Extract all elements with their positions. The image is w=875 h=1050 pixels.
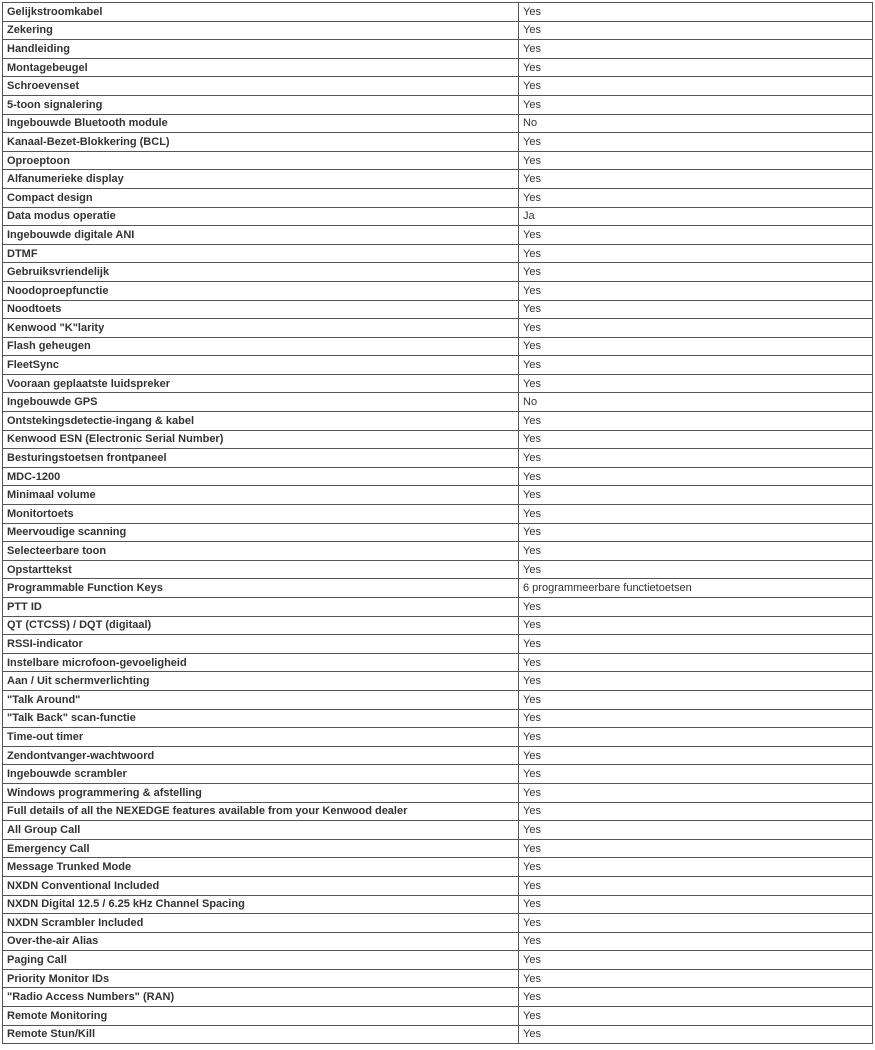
feature-value-cell: Yes bbox=[519, 412, 873, 431]
feature-value-cell: Yes bbox=[519, 839, 873, 858]
table-row bbox=[3, 77, 873, 96]
table-row bbox=[3, 412, 873, 431]
feature-value-cell: Yes bbox=[519, 932, 873, 951]
feature-name-cell: Ingebouwde scrambler bbox=[3, 765, 519, 784]
feature-value-cell: Yes bbox=[519, 40, 873, 59]
table-row bbox=[3, 374, 873, 393]
table-row bbox=[3, 858, 873, 877]
feature-value-cell: Yes bbox=[519, 783, 873, 802]
feature-name-cell: Monitortoets bbox=[3, 505, 519, 524]
table-row bbox=[3, 170, 873, 189]
feature-name-cell: Noodtoets bbox=[3, 300, 519, 319]
feature-name-cell: Schroevenset bbox=[3, 77, 519, 96]
feature-value-cell: Yes bbox=[519, 616, 873, 635]
feature-name-cell: Kenwood "K"larity bbox=[3, 319, 519, 338]
table-row bbox=[3, 486, 873, 505]
feature-value-cell: Yes bbox=[519, 281, 873, 300]
table-row bbox=[3, 133, 873, 152]
table-row bbox=[3, 1007, 873, 1026]
table-row bbox=[3, 932, 873, 951]
feature-value-cell: Yes bbox=[519, 765, 873, 784]
feature-value-cell: Yes bbox=[519, 95, 873, 114]
table-row bbox=[3, 40, 873, 59]
table-row bbox=[3, 3, 873, 22]
feature-value-cell: Ja bbox=[519, 207, 873, 226]
feature-name-cell: Paging Call bbox=[3, 951, 519, 970]
table-row bbox=[3, 226, 873, 245]
feature-name-cell: 5-toon signalering bbox=[3, 95, 519, 114]
table-row bbox=[3, 188, 873, 207]
table-row bbox=[3, 653, 873, 672]
feature-name-cell: "Radio Access Numbers" (RAN) bbox=[3, 988, 519, 1007]
feature-name-cell: Flash geheugen bbox=[3, 337, 519, 356]
feature-value-cell: Yes bbox=[519, 319, 873, 338]
feature-name-cell: MDC-1200 bbox=[3, 467, 519, 486]
feature-value-cell: Yes bbox=[519, 653, 873, 672]
feature-value-cell: Yes bbox=[519, 244, 873, 263]
feature-value-cell: Yes bbox=[519, 430, 873, 449]
feature-value-cell: Yes bbox=[519, 133, 873, 152]
feature-name-cell: Programmable Function Keys bbox=[3, 579, 519, 598]
feature-name-cell: Aan / Uit schermverlichting bbox=[3, 672, 519, 691]
feature-name-cell: Message Trunked Mode bbox=[3, 858, 519, 877]
feature-value-cell: Yes bbox=[519, 988, 873, 1007]
table-row bbox=[3, 319, 873, 338]
feature-name-cell: FleetSync bbox=[3, 356, 519, 375]
feature-value-cell: Yes bbox=[519, 1025, 873, 1044]
table-row bbox=[3, 1025, 873, 1044]
table-row bbox=[3, 616, 873, 635]
table-row bbox=[3, 430, 873, 449]
table-row bbox=[3, 560, 873, 579]
feature-name-cell: Ontstekingsdetectie-ingang & kabel bbox=[3, 412, 519, 431]
table-row bbox=[3, 951, 873, 970]
spec-table bbox=[2, 2, 873, 1044]
feature-value-cell: Yes bbox=[519, 728, 873, 747]
table-row bbox=[3, 263, 873, 282]
feature-name-cell: Instelbare microfoon-gevoeligheid bbox=[3, 653, 519, 672]
feature-name-cell: Meervoudige scanning bbox=[3, 523, 519, 542]
feature-value-cell: Yes bbox=[519, 802, 873, 821]
feature-name-cell: Minimaal volume bbox=[3, 486, 519, 505]
table-row bbox=[3, 114, 873, 133]
feature-name-cell: NXDN Digital 12.5 / 6.25 kHz Channel Spacing bbox=[3, 895, 519, 914]
feature-value-cell: Yes bbox=[519, 1007, 873, 1026]
feature-value-cell: Yes bbox=[519, 951, 873, 970]
feature-value-cell: Yes bbox=[519, 337, 873, 356]
feature-name-cell: NXDN Scrambler Included bbox=[3, 914, 519, 933]
spec-table-body bbox=[3, 3, 873, 1044]
feature-name-cell: Ingebouwde Bluetooth module bbox=[3, 114, 519, 133]
feature-value-cell: Yes bbox=[519, 58, 873, 77]
feature-value-cell: Yes bbox=[519, 467, 873, 486]
feature-value-cell: Yes bbox=[519, 449, 873, 468]
feature-name-cell: Remote Monitoring bbox=[3, 1007, 519, 1026]
feature-name-cell: Time-out timer bbox=[3, 728, 519, 747]
feature-name-cell: Selecteerbare toon bbox=[3, 542, 519, 561]
feature-value-cell: Yes bbox=[519, 969, 873, 988]
feature-name-cell: Windows programmering & afstelling bbox=[3, 783, 519, 802]
feature-name-cell: Alfanumerieke display bbox=[3, 170, 519, 189]
feature-name-cell: Oproeptoon bbox=[3, 151, 519, 170]
table-row bbox=[3, 746, 873, 765]
table-row bbox=[3, 709, 873, 728]
table-row bbox=[3, 356, 873, 375]
table-row bbox=[3, 244, 873, 263]
feature-name-cell: Full details of all the NEXEDGE features available from your Kenwood dealer bbox=[3, 802, 519, 821]
table-row bbox=[3, 783, 873, 802]
feature-value-cell: Yes bbox=[519, 560, 873, 579]
feature-name-cell: Over-the-air Alias bbox=[3, 932, 519, 951]
feature-name-cell: QT (CTCSS) / DQT (digitaal) bbox=[3, 616, 519, 635]
table-row bbox=[3, 542, 873, 561]
feature-name-cell: Gebruiksvriendelijk bbox=[3, 263, 519, 282]
table-row bbox=[3, 672, 873, 691]
table-row bbox=[3, 467, 873, 486]
feature-name-cell: Opstarttekst bbox=[3, 560, 519, 579]
feature-name-cell: Vooraan geplaatste luidspreker bbox=[3, 374, 519, 393]
table-row bbox=[3, 579, 873, 598]
feature-name-cell: "Talk Around" bbox=[3, 690, 519, 709]
feature-value-cell: Yes bbox=[519, 635, 873, 654]
feature-value-cell: Yes bbox=[519, 876, 873, 895]
feature-value-cell: Yes bbox=[519, 151, 873, 170]
feature-value-cell: Yes bbox=[519, 746, 873, 765]
feature-name-cell: Ingebouwde GPS bbox=[3, 393, 519, 412]
feature-value-cell: No bbox=[519, 114, 873, 133]
feature-name-cell: Compact design bbox=[3, 188, 519, 207]
feature-value-cell: Yes bbox=[519, 709, 873, 728]
feature-name-cell: Kenwood ESN (Electronic Serial Number) bbox=[3, 430, 519, 449]
feature-name-cell: Zekering bbox=[3, 21, 519, 40]
feature-value-cell: 6 programmeerbare functietoetsen bbox=[519, 579, 873, 598]
table-row bbox=[3, 207, 873, 226]
feature-name-cell: Besturingstoetsen frontpaneel bbox=[3, 449, 519, 468]
feature-value-cell: Yes bbox=[519, 821, 873, 840]
table-row bbox=[3, 58, 873, 77]
feature-value-cell: Yes bbox=[519, 914, 873, 933]
table-row bbox=[3, 95, 873, 114]
feature-value-cell: Yes bbox=[519, 690, 873, 709]
table-row bbox=[3, 21, 873, 40]
table-row bbox=[3, 895, 873, 914]
table-row bbox=[3, 300, 873, 319]
feature-name-cell: Gelijkstroomkabel bbox=[3, 3, 519, 22]
feature-name-cell: Montagebeugel bbox=[3, 58, 519, 77]
feature-value-cell: Yes bbox=[519, 300, 873, 319]
feature-name-cell: Priority Monitor IDs bbox=[3, 969, 519, 988]
feature-name-cell: RSSI-indicator bbox=[3, 635, 519, 654]
table-row bbox=[3, 281, 873, 300]
feature-value-cell: Yes bbox=[519, 77, 873, 96]
feature-name-cell: Emergency Call bbox=[3, 839, 519, 858]
table-row bbox=[3, 505, 873, 524]
feature-value-cell: Yes bbox=[519, 170, 873, 189]
feature-name-cell: Zendontvanger-wachtwoord bbox=[3, 746, 519, 765]
table-row bbox=[3, 337, 873, 356]
table-row bbox=[3, 728, 873, 747]
feature-value-cell: Yes bbox=[519, 188, 873, 207]
feature-value-cell: Yes bbox=[519, 505, 873, 524]
feature-name-cell: PTT ID bbox=[3, 598, 519, 617]
feature-name-cell: Remote Stun/Kill bbox=[3, 1025, 519, 1044]
table-row bbox=[3, 635, 873, 654]
feature-name-cell: Noodoproepfunctie bbox=[3, 281, 519, 300]
feature-name-cell: Handleiding bbox=[3, 40, 519, 59]
feature-value-cell: Yes bbox=[519, 486, 873, 505]
feature-name-cell: Kanaal-Bezet-Blokkering (BCL) bbox=[3, 133, 519, 152]
table-row bbox=[3, 765, 873, 784]
table-row bbox=[3, 876, 873, 895]
feature-value-cell: Yes bbox=[519, 3, 873, 22]
table-row bbox=[3, 598, 873, 617]
feature-name-cell: DTMF bbox=[3, 244, 519, 263]
feature-name-cell: Data modus operatie bbox=[3, 207, 519, 226]
feature-name-cell: "Talk Back" scan-functie bbox=[3, 709, 519, 728]
feature-value-cell: Yes bbox=[519, 858, 873, 877]
feature-name-cell: Ingebouwde digitale ANI bbox=[3, 226, 519, 245]
feature-name-cell: All Group Call bbox=[3, 821, 519, 840]
feature-value-cell: Yes bbox=[519, 523, 873, 542]
table-row bbox=[3, 969, 873, 988]
table-row bbox=[3, 988, 873, 1007]
table-row bbox=[3, 393, 873, 412]
feature-value-cell: Yes bbox=[519, 598, 873, 617]
table-row bbox=[3, 839, 873, 858]
feature-value-cell: Yes bbox=[519, 374, 873, 393]
table-row bbox=[3, 523, 873, 542]
feature-value-cell: Yes bbox=[519, 895, 873, 914]
feature-value-cell: Yes bbox=[519, 542, 873, 561]
feature-value-cell: No bbox=[519, 393, 873, 412]
feature-value-cell: Yes bbox=[519, 226, 873, 245]
table-row bbox=[3, 449, 873, 468]
table-row bbox=[3, 151, 873, 170]
feature-value-cell: Yes bbox=[519, 21, 873, 40]
feature-value-cell: Yes bbox=[519, 263, 873, 282]
table-row bbox=[3, 802, 873, 821]
table-row bbox=[3, 914, 873, 933]
feature-name-cell: NXDN Conventional Included bbox=[3, 876, 519, 895]
feature-value-cell: Yes bbox=[519, 356, 873, 375]
feature-value-cell: Yes bbox=[519, 672, 873, 691]
table-row bbox=[3, 821, 873, 840]
table-row bbox=[3, 690, 873, 709]
